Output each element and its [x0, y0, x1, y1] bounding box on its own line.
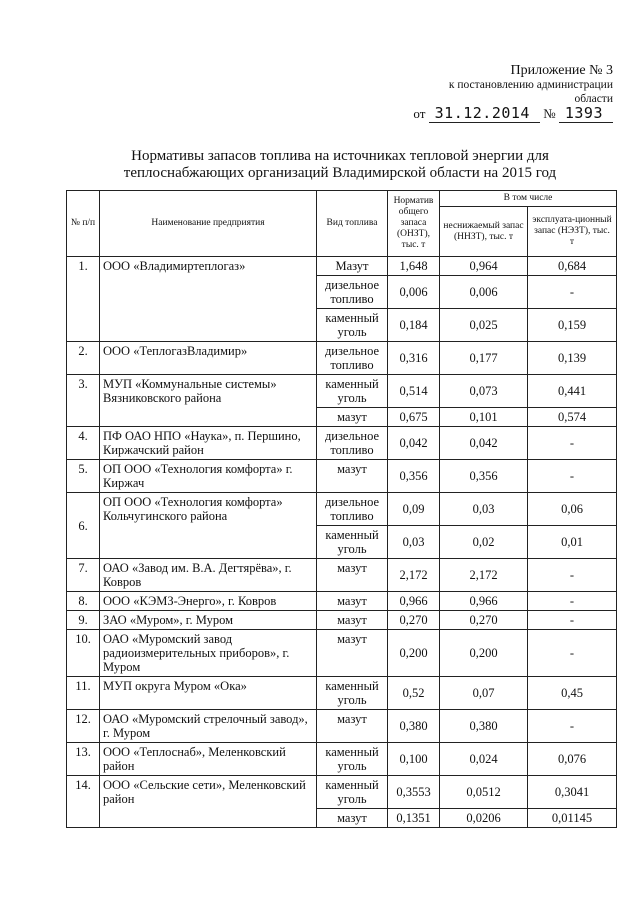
enterprise-name: ООО «Сельские сети», Меленковский район [100, 776, 317, 828]
total-reserve: 0,006 [388, 276, 440, 309]
enterprise-name: МУП округа Муром «Ока» [100, 677, 317, 710]
nezt-reserve: - [528, 592, 617, 611]
nezt-reserve: 0,159 [528, 309, 617, 342]
row-number: 5. [67, 460, 100, 493]
nnzt-reserve: 2,172 [440, 559, 528, 592]
nnzt-reserve: 0,966 [440, 592, 528, 611]
fuel-type: дизельное топливо [317, 276, 388, 309]
nezt-reserve: - [528, 710, 617, 743]
total-reserve: 0,270 [388, 611, 440, 630]
fuel-type: Мазут [317, 257, 388, 276]
header-nezt: эксплуата-ционный запас (НЭЗТ), тыс. т [528, 207, 617, 257]
total-reserve: 0,042 [388, 427, 440, 460]
row-number: 2. [67, 342, 100, 375]
fuel-type: мазут [317, 710, 388, 743]
fuel-type: дизельное топливо [317, 342, 388, 375]
enterprise-name: ООО «КЭМЗ-Энерго», г. Ковров [100, 592, 317, 611]
nnzt-reserve: 0,380 [440, 710, 528, 743]
appendix-block [449, 64, 613, 106]
fuel-type: мазут [317, 630, 388, 677]
row-number: 4. [67, 427, 100, 460]
table-row [67, 630, 617, 677]
fuel-norms-table [66, 190, 617, 828]
nnzt-reserve: 0,006 [440, 276, 528, 309]
nnzt-reserve: 0,270 [440, 611, 528, 630]
enterprise-name: ОП ООО «Технология комфорта» г. Киржач [100, 460, 317, 493]
fuel-type: мазут [317, 460, 388, 493]
total-reserve: 0,200 [388, 630, 440, 677]
fuel-type: мазут [317, 611, 388, 630]
row-number: 13. [67, 743, 100, 776]
nezt-reserve: 0,441 [528, 375, 617, 408]
header-name: Наименование предприятия [100, 191, 317, 257]
table-body [67, 257, 617, 828]
total-reserve: 0,3553 [388, 776, 440, 809]
nezt-reserve: - [528, 276, 617, 309]
total-reserve: 0,03 [388, 526, 440, 559]
nezt-reserve: 0,45 [528, 677, 617, 710]
header-fuel: Вид топлива [317, 191, 388, 257]
nezt-reserve: 0,01 [528, 526, 617, 559]
enterprise-name: ОАО «Муромский стрелочный завод», г. Муром [100, 710, 317, 743]
total-reserve: 0,09 [388, 493, 440, 526]
total-reserve: 0,1351 [388, 809, 440, 828]
nnzt-reserve: 0,025 [440, 309, 528, 342]
nnzt-reserve: 0,0512 [440, 776, 528, 809]
fuel-type: каменный уголь [317, 309, 388, 342]
decree-number: 1393 [559, 104, 613, 123]
row-number: 11. [67, 677, 100, 710]
nezt-reserve: 0,01145 [528, 809, 617, 828]
total-reserve: 0,52 [388, 677, 440, 710]
enterprise-name: ООО «ТеплогазВладимир» [100, 342, 317, 375]
nnzt-reserve: 0,964 [440, 257, 528, 276]
table-row [67, 460, 617, 493]
table-row [67, 257, 617, 276]
enterprise-name: ОП ООО «Технология комфорта» Кольчугинского района [100, 493, 317, 559]
table-header [67, 191, 617, 257]
nnzt-reserve: 0,073 [440, 375, 528, 408]
appendix-number: Приложение № 3 [510, 63, 613, 78]
total-reserve: 0,316 [388, 342, 440, 375]
page-title [60, 148, 620, 182]
nezt-reserve: 0,574 [528, 408, 617, 427]
enterprise-name: ОАО «Завод им. В.А. Дегтярёва», г. Ковров [100, 559, 317, 592]
row-number: 3. [67, 375, 100, 427]
nnzt-reserve: 0,200 [440, 630, 528, 677]
fuel-type: каменный уголь [317, 776, 388, 809]
fuel-type: каменный уголь [317, 526, 388, 559]
fuel-type: мазут [317, 809, 388, 828]
table-row [67, 427, 617, 460]
table-row [67, 677, 617, 710]
table-row [67, 375, 617, 408]
fuel-type: каменный уголь [317, 677, 388, 710]
decree-date-line [413, 104, 613, 123]
date-prefix: от [413, 106, 426, 121]
nezt-reserve: - [528, 611, 617, 630]
row-number: 7. [67, 559, 100, 592]
fuel-type: каменный уголь [317, 743, 388, 776]
total-reserve: 1,648 [388, 257, 440, 276]
enterprise-name: ЗАО «Муром», г. Муром [100, 611, 317, 630]
table-row [67, 493, 617, 526]
row-number: 10. [67, 630, 100, 677]
nnzt-reserve: 0,02 [440, 526, 528, 559]
total-reserve: 0,380 [388, 710, 440, 743]
appendix-region: области [574, 93, 613, 105]
fuel-type: дизельное топливо [317, 493, 388, 526]
enterprise-name: ПФ ОАО НПО «Наука», п. Першино, Киржачский район [100, 427, 317, 460]
nnzt-reserve: 0,07 [440, 677, 528, 710]
row-number: 12. [67, 710, 100, 743]
nezt-reserve: - [528, 630, 617, 677]
nnzt-reserve: 0,03 [440, 493, 528, 526]
fuel-type: мазут [317, 408, 388, 427]
decree-date: 31.12.2014 [429, 104, 540, 123]
header-incl: В том числе [440, 191, 617, 207]
total-reserve: 0,966 [388, 592, 440, 611]
row-number: 9. [67, 611, 100, 630]
total-reserve: 0,675 [388, 408, 440, 427]
enterprise-name: ООО «Теплоснаб», Меленковский район [100, 743, 317, 776]
table-row [67, 592, 617, 611]
fuel-type: мазут [317, 559, 388, 592]
header-total: Норматив общего запаса (ОНЗТ), тыс. т [388, 191, 440, 257]
nnzt-reserve: 0,042 [440, 427, 528, 460]
row-number: 14. [67, 776, 100, 828]
table-row [67, 559, 617, 592]
total-reserve: 0,514 [388, 375, 440, 408]
enterprise-name: МУП «Коммунальные системы» Вязниковского района [100, 375, 317, 427]
row-number: 1. [67, 257, 100, 342]
nnzt-reserve: 0,0206 [440, 809, 528, 828]
fuel-type: мазут [317, 592, 388, 611]
nnzt-reserve: 0,177 [440, 342, 528, 375]
nezt-reserve: - [528, 559, 617, 592]
row-number: 6. [67, 493, 100, 559]
nnzt-reserve: 0,101 [440, 408, 528, 427]
header-num: № п/п [67, 191, 100, 257]
title-line-2: теплоснабжающих организаций Владимирской области на 2015 год [123, 165, 557, 181]
header-nnzt: неснижаемый запас (ННЗТ), тыс. т [440, 207, 528, 257]
nnzt-reserve: 0,024 [440, 743, 528, 776]
nezt-reserve: 0,076 [528, 743, 617, 776]
nezt-reserve: 0,3041 [528, 776, 617, 809]
table-row [67, 743, 617, 776]
nezt-reserve: - [528, 460, 617, 493]
enterprise-name: ООО «Владимиртеплогаз» [100, 257, 317, 342]
nezt-reserve: 0,139 [528, 342, 617, 375]
total-reserve: 2,172 [388, 559, 440, 592]
number-label: № [543, 106, 556, 121]
total-reserve: 0,100 [388, 743, 440, 776]
nezt-reserve: 0,06 [528, 493, 617, 526]
fuel-type: дизельное топливо [317, 427, 388, 460]
fuel-type: каменный уголь [317, 375, 388, 408]
table-row [67, 710, 617, 743]
nezt-reserve: - [528, 427, 617, 460]
enterprise-name: ОАО «Муромский завод радиоизмерительных приборов», г. Муром [100, 630, 317, 677]
appendix-ref: к постановлению администрации [448, 79, 613, 91]
row-number: 8. [67, 592, 100, 611]
table-row [67, 342, 617, 375]
total-reserve: 0,184 [388, 309, 440, 342]
total-reserve: 0,356 [388, 460, 440, 493]
table-row [67, 776, 617, 809]
nezt-reserve: 0,684 [528, 257, 617, 276]
title-line-1: Нормативы запасов топлива на источниках тепловой энергии для [131, 148, 549, 164]
nnzt-reserve: 0,356 [440, 460, 528, 493]
table-row [67, 611, 617, 630]
